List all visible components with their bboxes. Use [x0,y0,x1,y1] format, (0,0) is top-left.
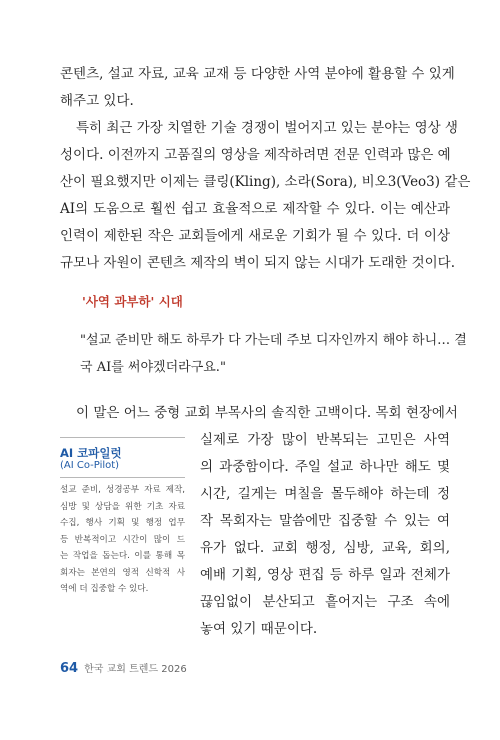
sidebar-divider [60,477,185,478]
quote-line: 국 AI를 써야겠더라구요." [80,360,226,375]
body-line: 해주고 있다. [60,93,134,109]
sidebar-text-line: 회자는 본연의 영적 신학적 사 [60,567,185,578]
sidebar-text-line: 역에 더 집중할 수 있다. [60,584,149,594]
sidebar-text-line: 는 작업을 돕는다. 이를 통해 목 [60,551,185,561]
column-line: 예배 기획, 영상 편집 등 하루 일과 전체가 [200,567,450,583]
body-line: AI의 도움으로 훨씬 쉽고 효율적으로 제작할 수 있다. 이는 예산과 [60,201,450,217]
page-number: 64 [60,661,79,676]
section-heading: '사역 과부하' 시대 [82,294,183,309]
sidebar-title: AI 코파일럿 [60,446,122,460]
column-line: 유가 없다. 교회 행정, 심방, 교육, 회의, [200,540,450,556]
body-line: 규모나 자원이 콘텐츠 제작의 벽이 되지 않는 시대가 도래한 것이다. [60,255,456,271]
column-line: 놓여 있기 때문이다. [200,621,318,637]
quote-line: "설교 준비만 해도 하루가 다 가는데 주보 디자인까지 해야 하니… 결 [80,333,467,348]
body-line: 특히 최근 가장 치열한 기술 경쟁이 벌어지고 있는 분야는 영상 생 [76,120,458,136]
sidebar-text-line: 설교 준비, 성경공부 자료 제작, [60,485,185,495]
column-line: 실제로 가장 많이 반복되는 고민은 사역 [200,432,450,448]
body-line: 콘텐츠, 설교 자료, 교육 교재 등 다양한 사역 분야에 활용할 수 있게 [60,66,455,82]
sidebar-text-line: 등 반복적이고 시간이 많이 드 [60,534,185,545]
body-line: 이 말은 어느 중형 교회 부목사의 솔직한 고백이다. 목회 현장에서 [76,405,458,421]
column-line: 시간, 길게는 며칠을 몰두해야 하는데 정 [200,486,450,502]
body-line: 산이 필요했지만 이제는 클링(Kling), 소라(Sora), 비오3(Veo3) 같은 [60,174,471,190]
sidebar-subtitle: (AI Co-Pilot) [60,460,120,471]
body-line: 인력이 제한된 작은 교회들에게 새로운 기회가 될 수 있다. 더 이상 [60,228,450,244]
body-line: 성이다. 이전까지 고품질의 영상을 제작하려면 전문 인력과 많은 예 [60,147,451,163]
sidebar-text-line: 심방 및 상담을 위한 기초 자료 [60,501,185,512]
sidebar-text-line: 수집, 행사 기획 및 행정 업무 [60,518,185,528]
page-footer [60,660,187,676]
column-line: 끊임없이 분산되고 흩어지는 구조 속에 [200,594,450,610]
column-line: 작 목회자는 말씀에만 집중할 수 있는 여 [200,513,450,529]
column-line: 의 과중함이다. 주일 설교 하나만 해도 몇 [200,459,450,475]
book-title: 한국 교회 트렌드 2026 [84,664,187,675]
sidebar-top-rule [60,437,185,438]
